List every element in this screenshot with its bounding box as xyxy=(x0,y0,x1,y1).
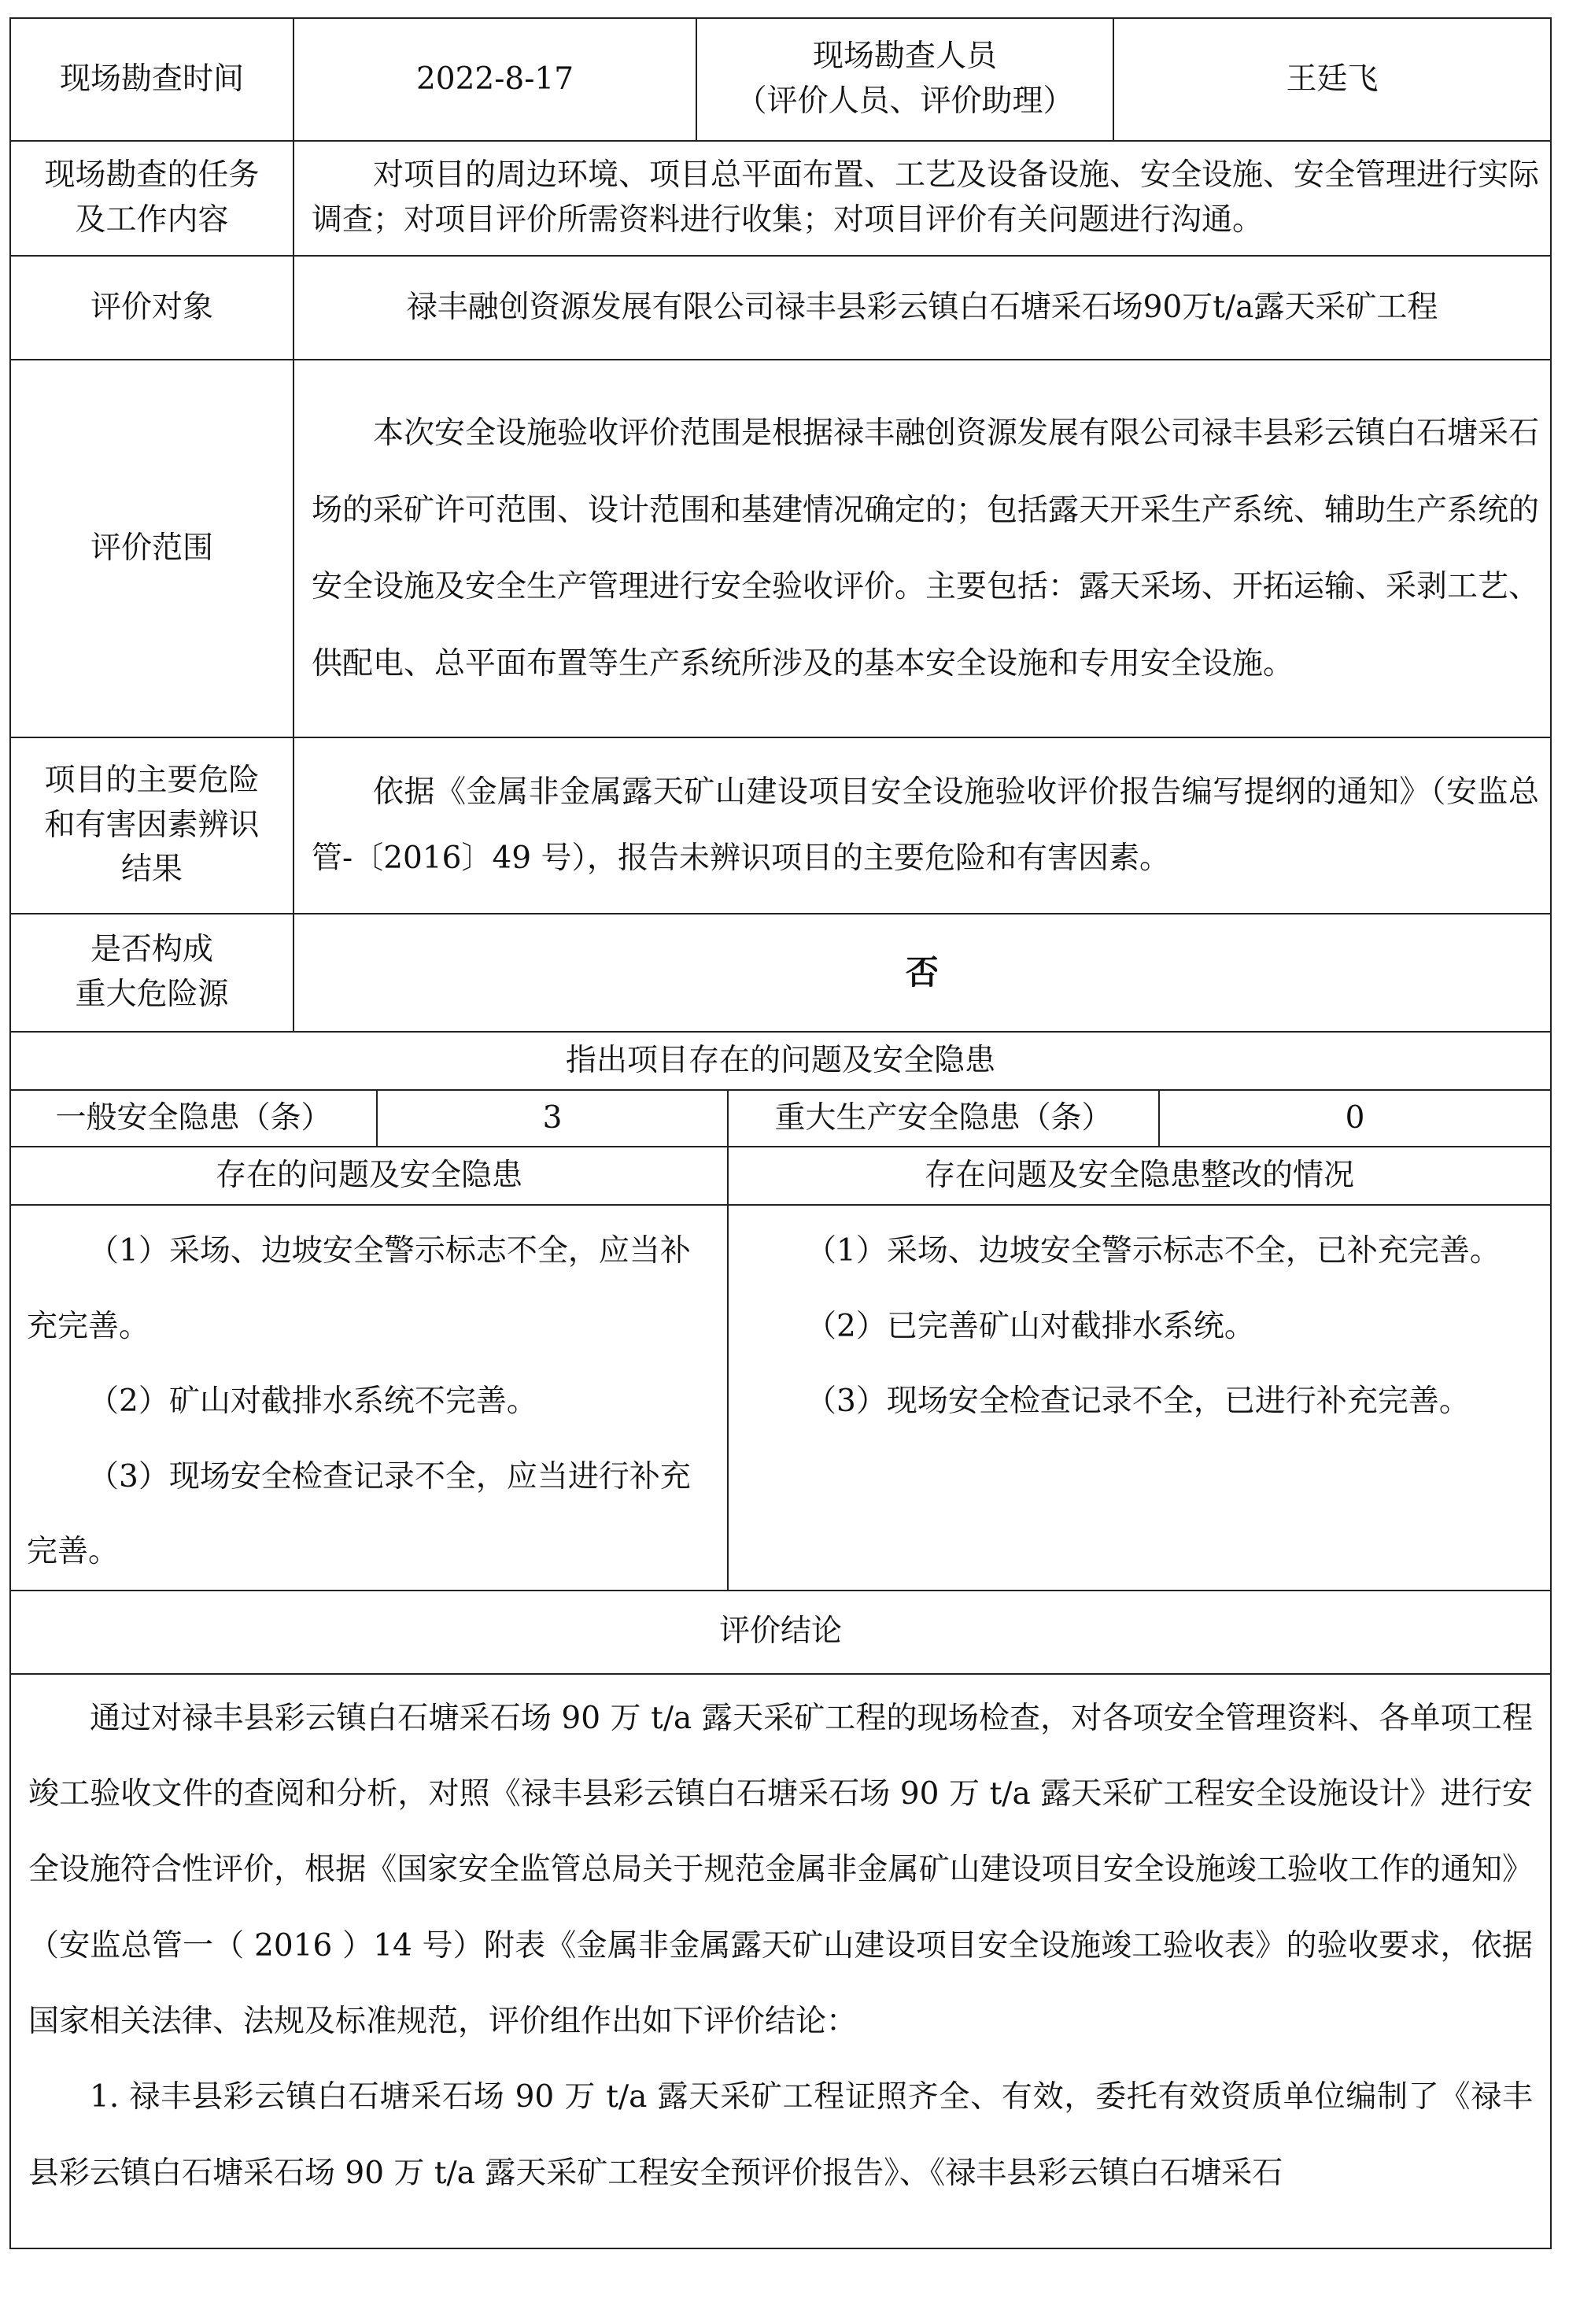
conclusion-content xyxy=(10,1674,1551,2248)
hazard-label xyxy=(10,737,293,914)
conclusion-title: 评价结论 xyxy=(10,1591,1551,1674)
major-hazard-count: 0 xyxy=(1159,1090,1551,1147)
rectification-list xyxy=(728,1205,1551,1591)
general-hazard-count: 3 xyxy=(377,1090,728,1147)
scope-label: 评价范围 xyxy=(10,360,293,737)
conclusion-title-row xyxy=(10,1591,1551,1674)
issue-item: （2）矿山对截排水系统不完善。 xyxy=(88,1384,537,1420)
task-row xyxy=(10,141,1551,256)
inspection-row xyxy=(10,18,1551,141)
hazard-count-table xyxy=(9,1089,1552,1147)
inspection-time-value: 2022-8-17 xyxy=(293,18,696,141)
scope-row xyxy=(10,360,1551,737)
problems-section-title: 指出项目存在的问题及安全隐患 xyxy=(10,1032,1551,1090)
hazard-content: 依据《金属非金属露天矿山建设项目安全设施验收评价报告编写提纲的通知》（安监总管-〔2016〕49 号），报告未辨识项目的主要危险和有害因素。 xyxy=(293,737,1551,914)
inspection-time-label: 现场勘查时间 xyxy=(10,18,293,141)
major-hazard-count-label: 重大生产安全隐患（条） xyxy=(728,1090,1159,1147)
issue-item: （1）采场、边坡安全警示标志不全，应当补充完善。 xyxy=(27,1233,691,1344)
issues-column-header: 存在的问题及安全隐患 xyxy=(10,1147,728,1205)
rectification-column-header: 存在问题及安全隐患整改的情况 xyxy=(728,1147,1551,1205)
major-hazard-label xyxy=(10,914,293,1032)
inspection-table xyxy=(9,17,1552,1091)
object-content: 禄丰融创资源发展有限公司禄丰县彩云镇白石塘采石场90万t/a露天采矿工程 xyxy=(293,256,1551,360)
task-label-line1: 现场勘查的任务 xyxy=(44,157,260,194)
object-label: 评价对象 xyxy=(10,256,293,360)
hazard-label-line1: 项目的主要危险 xyxy=(44,763,260,799)
rectification-item: （2）已完善矿山对截排水系统。 xyxy=(806,1308,1255,1344)
task-label-line2: 及工作内容 xyxy=(75,202,229,238)
scope-content: 本次安全设施验收评价范围是根据禄丰融创资源发展有限公司禄丰县彩云镇白石塘采石场的采矿许可范围、设计范围和基建情况确定的；包括露天开采生产系统、辅助生产系统的安全设施及安全生产管理进行安全验收评价。主要包括：露天采场、开拓运输、采剥工艺、供配电、总平面布置等生产系统所涉及的基本安全设施和专用安全设施。 xyxy=(293,360,1551,737)
major-hazard-label-line1: 是否构成 xyxy=(90,932,214,968)
task-label xyxy=(10,141,293,256)
issues-content-row xyxy=(10,1205,1551,1591)
major-hazard-row xyxy=(10,914,1551,1032)
personnel-value: 王廷飞 xyxy=(1113,18,1551,141)
hazard-label-line2: 和有害因素辨识 xyxy=(44,807,260,843)
hazard-count-row xyxy=(10,1090,1551,1147)
hazard-row xyxy=(10,737,1551,914)
task-content: 对项目的周边环境、项目总平面布置、工艺及设备设施、安全设施、安全管理进行实际调查；对项目评价所需资料进行收集；对项目评价有关问题进行沟通。 xyxy=(293,141,1551,256)
issues-list xyxy=(10,1205,728,1591)
rectification-item: （1）采场、边坡安全警示标志不全，已补充完善。 xyxy=(806,1233,1501,1269)
hazard-label-line3: 结果 xyxy=(121,852,183,888)
personnel-label xyxy=(696,18,1113,141)
conclusion-paragraph-2: 1. 禄丰县彩云镇白石塘采石场 90 万 t/a 露天采矿工程证照齐全、有效，委托有效资质单位编制了《禄丰县彩云镇白石塘采石场 90 万 t/a 露天采矿工程安全预评价报告》、《禄丰县彩云镇白石塘采石 xyxy=(28,2079,1533,2191)
conclusion-paragraph-1: 通过对禄丰县彩云镇白石塘采石场 90 万 t/a 露天采矿工程的现场检查，对各项安全管理资料、各单项工程竣工验收文件的查阅和分析，对照《禄丰县彩云镇白石塘采石场 90 万 t/a 露天采矿工程安全设施设计》进行安全设施符合性评价，根据《国家安全监管总局关于规范金属非金属矿山建设项目安全设施竣工验收工作的通知》（安监总管一（ 2016 ）14 号）附表《金属非金属露天矿山建设项目安全设施竣工验收表》的验收要求，依据国家相关法律、法规及标准规范，评价组作出如下评价结论： xyxy=(28,1700,1533,2040)
personnel-label-line1: 现场勘查人员 xyxy=(813,39,998,75)
personnel-label-line2: （评价人员、评价助理） xyxy=(736,83,1074,119)
evaluation-form xyxy=(9,17,1550,2249)
rectification-item: （3）现场安全检查记录不全，已进行补充完善。 xyxy=(806,1384,1470,1420)
object-row xyxy=(10,256,1551,360)
major-hazard-value: 否 xyxy=(293,914,1551,1032)
major-hazard-label-line2: 重大危险源 xyxy=(75,977,229,1012)
issues-table xyxy=(9,1146,1552,2249)
general-hazard-label: 一般安全隐患（条） xyxy=(10,1090,377,1147)
conclusion-row xyxy=(10,1674,1551,2248)
issues-header-row xyxy=(10,1147,1551,1205)
issue-item: （3）现场安全检查记录不全，应当进行补充完善。 xyxy=(27,1458,691,1570)
problems-title-row xyxy=(10,1032,1551,1090)
